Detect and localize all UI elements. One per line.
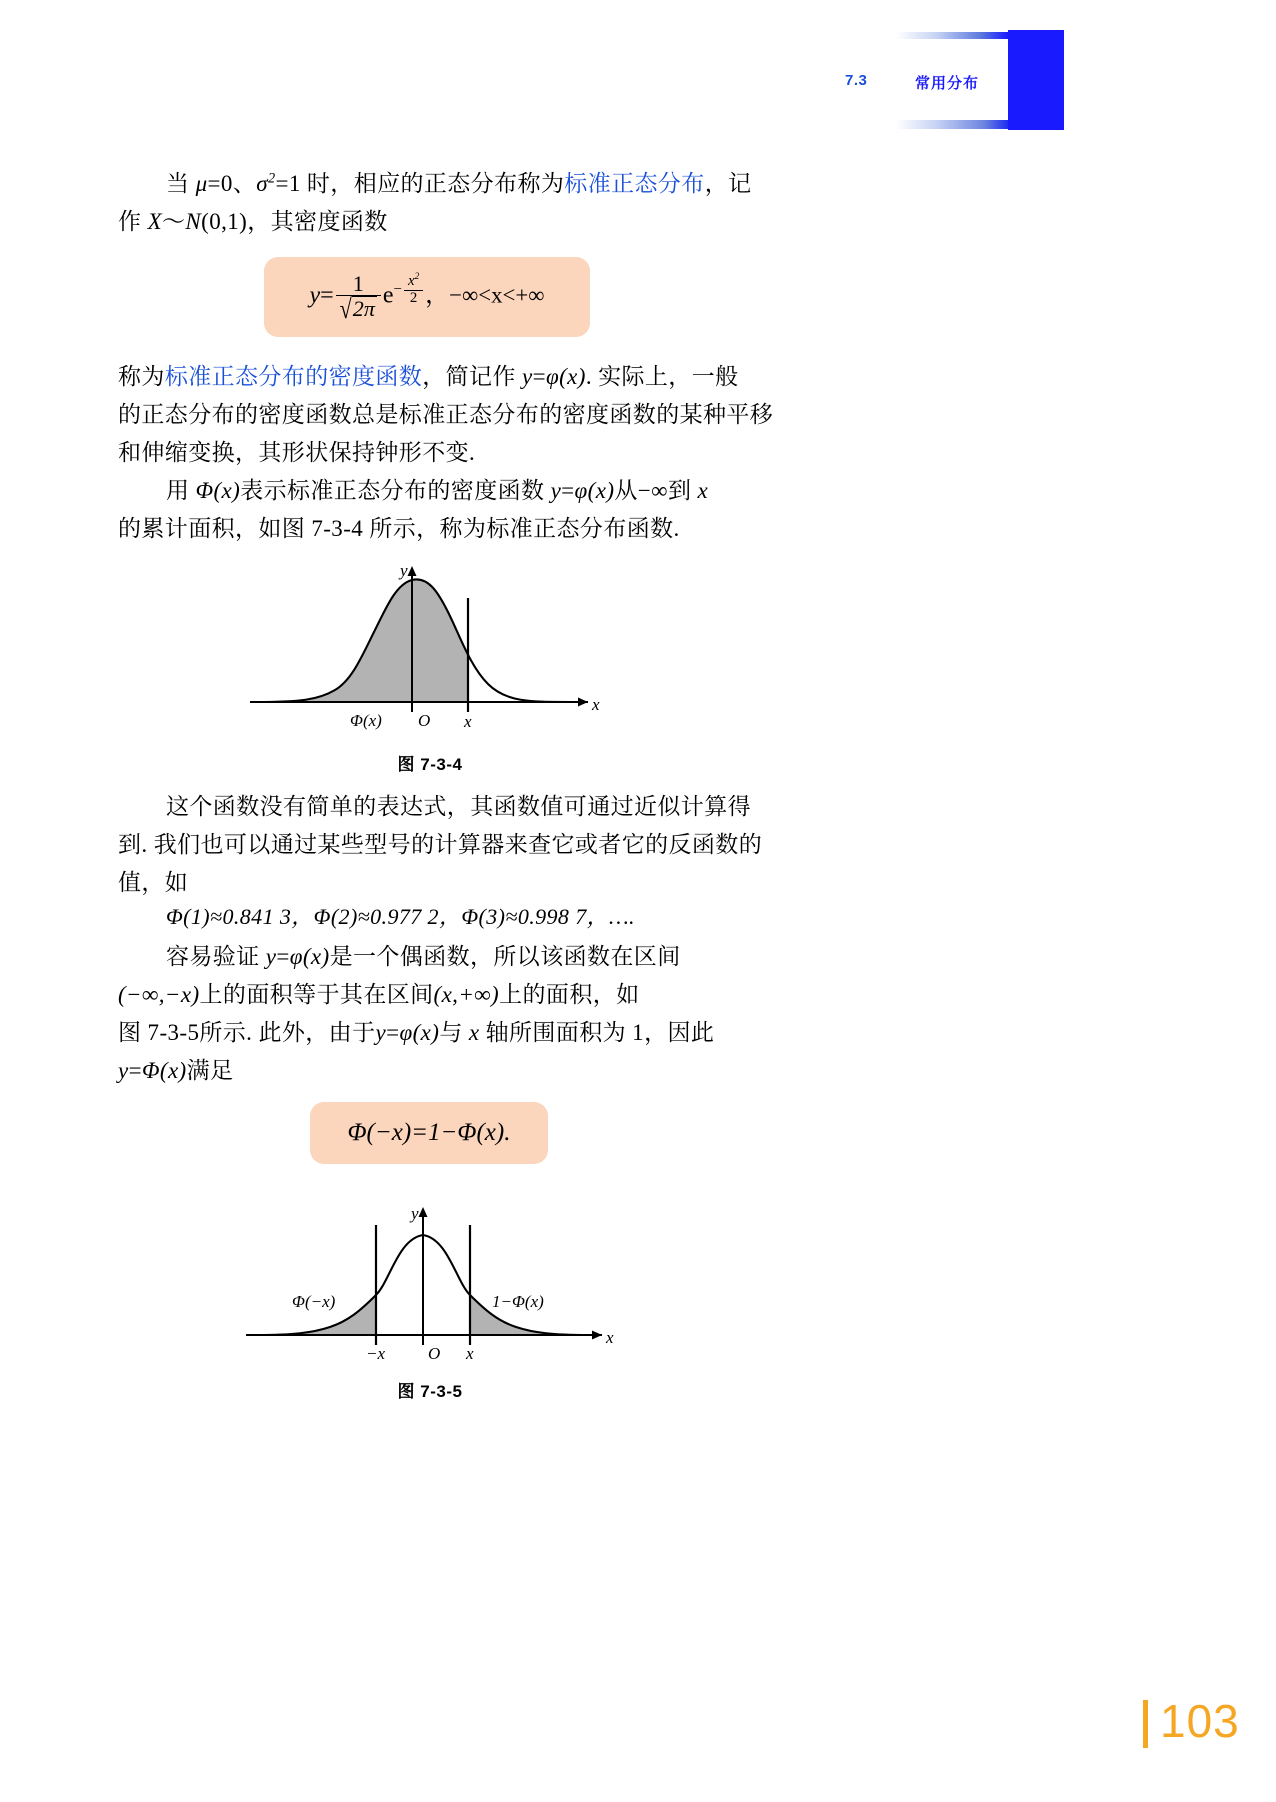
formula1-lhs: y: [309, 282, 321, 309]
p5-interval-left: (−∞,−x): [118, 982, 200, 1007]
formula1-exp-minus: −: [393, 281, 402, 298]
figure2-y-axis-label: y: [411, 1204, 419, 1223]
formula1-exp-den: 2: [409, 289, 418, 306]
formula-density-content: [309, 270, 545, 325]
paragraph-2-line-2: 的正态分布的密度函数总是标准正态分布的密度函数的某种平移: [118, 402, 774, 427]
paragraph-2-line-1: [118, 358, 758, 396]
p5-l3-b: 与: [439, 1020, 469, 1045]
p3-a: 用: [166, 478, 196, 503]
p5-l3-phi: φ(x): [399, 1020, 440, 1045]
figure-7-3-5-graph: [230, 1195, 630, 1365]
p2-phi-arg: (x): [559, 364, 586, 389]
p5-l2-d: 上的面积，如: [499, 982, 640, 1007]
p5-b: 是一个偶函数，所以该函数在区间: [329, 944, 681, 969]
p2-a: 称为: [118, 364, 165, 389]
paragraph-2: [118, 358, 774, 472]
p3-var-y: y: [550, 478, 562, 503]
p5-l4-b: 满足: [186, 1058, 234, 1083]
figure-7-3-4-caption: 图 7-3-4: [397, 755, 463, 774]
p5-l3-a: 图 7-3-5所示. 此外，由于: [118, 1020, 376, 1045]
formula1-fraction: [336, 270, 381, 325]
p5-l3-x: x: [468, 1020, 480, 1045]
figure1-area-label: Φ(x): [350, 711, 382, 730]
header-section-title: 常用分布: [915, 75, 980, 92]
p1-var-X: X: [147, 209, 163, 234]
figure2-right-area-label: 1−Φ(x): [492, 1292, 544, 1311]
p2-equals: =: [532, 364, 546, 389]
header-gradient-bar-top: [896, 32, 1008, 39]
formula1-denominator: [336, 292, 381, 325]
page-number: 103: [1160, 1695, 1240, 1747]
header-gradient-bar-bottom: [896, 120, 1008, 129]
p1-l2-b: ～: [162, 209, 186, 234]
shaded-cumulative-area: [260, 579, 468, 702]
p1-mu: μ: [195, 171, 208, 196]
p1-sigma: σ: [256, 171, 268, 196]
figure1-origin-label: O: [418, 711, 431, 730]
figure2-x-axis-label: x: [606, 1328, 614, 1347]
paragraph-1-line-2: [118, 203, 758, 241]
formula1-numerator: 1: [336, 272, 381, 296]
figure2-tick-label-minus-x: −x: [366, 1344, 386, 1363]
phi-values-line: Φ(1)≈0.841 3，Φ(2)≈0.977 2，Φ(3)≈0.998 7，….: [166, 904, 635, 929]
figure1-y-axis-label: y: [400, 561, 408, 580]
formula1-exp-num-sup: 2: [414, 271, 420, 281]
p2-b: ，简记作: [422, 364, 522, 389]
p1-text-c: =1 时，相应的正态分布称为: [275, 171, 565, 196]
figure1-x-axis-label: x: [592, 695, 600, 714]
running-header: [0, 0, 1276, 150]
p3-equals: =: [561, 478, 575, 503]
p1-text-b: =0、: [207, 171, 257, 196]
p2-c: . 实际上，一般: [585, 364, 739, 389]
p5-l3-c: 轴所围面积为 1，因此: [479, 1020, 715, 1045]
p5-a: 容易验证: [166, 944, 266, 969]
p5-l3-y: y: [375, 1020, 387, 1045]
figure-7-3-5: [230, 1195, 630, 1405]
paragraph-1: [118, 165, 758, 241]
formula1-comma: ，: [425, 282, 450, 309]
formula1-equals: =: [320, 282, 334, 309]
paragraph-4-line-1: 这个函数没有简单的表达式，其函数值可通过近似计算得: [166, 794, 751, 819]
p5-l4-Phi: Φ(x): [141, 1058, 187, 1083]
formula-callout-density: [264, 257, 590, 337]
phi-values-block: [118, 900, 758, 938]
formula1-exp-fraction: [404, 272, 423, 306]
p5-l2-b: 上的面积等于其在区间: [199, 982, 434, 1007]
figure2-left-area-label: Φ(−x): [292, 1292, 336, 1311]
p5-interval-right: (x,+∞): [433, 982, 500, 1007]
paragraph-4-line-3: 值，如: [118, 870, 189, 895]
formula1-radicand: 2π: [352, 296, 375, 321]
paragraph-5-line-1: [118, 938, 758, 976]
paragraph-4-line-2: 到. 我们也可以通过某些型号的计算器来查它或者它的反函数的: [118, 832, 763, 857]
x-axis-arrow: [592, 1331, 602, 1340]
p2-phi: φ: [545, 364, 560, 389]
paragraph-2-line-3: 和伸缩变换，其形状保持钟形不变.: [118, 440, 476, 465]
y-axis-arrow: [408, 566, 417, 576]
p1-text-a: 当: [166, 171, 196, 196]
figure-7-3-4-graph: [240, 560, 620, 740]
radical-icon: √: [339, 292, 352, 325]
x-axis-arrow: [578, 698, 588, 707]
p1-l2-c: (0,1)，其密度函数: [201, 209, 388, 234]
p1-dist-N: N: [185, 209, 202, 234]
formula-callout-symmetry: [310, 1102, 548, 1164]
figure1-cut-label: x: [464, 712, 472, 731]
figure-7-3-5-caption: 图 7-3-5: [397, 1382, 463, 1401]
figure2-tick-label-x: x: [466, 1344, 474, 1363]
p3-var-x: x: [697, 478, 709, 503]
formula-symmetry-content: Φ(−x)=1−Φ(x).: [347, 1119, 511, 1146]
p5-var-y: y: [265, 944, 277, 969]
page-number-rule: [1143, 1700, 1148, 1748]
paragraph-3-line-1: [118, 472, 758, 510]
keyword-standard-normal: 标准正态分布: [564, 171, 705, 196]
paragraph-3: [118, 472, 758, 548]
paragraph-5-line-4: [118, 1052, 758, 1090]
p1-sigma-exponent: 2: [267, 170, 276, 187]
p5-l4-y: y: [118, 1058, 129, 1083]
paragraph-3-line-2: 的累计面积，如图 7-3-4 所示，称为标准正态分布函数.: [118, 516, 680, 541]
formula1-exp-num: x: [407, 272, 415, 289]
p3-c: 从−∞到: [614, 478, 698, 503]
figure2-origin-label: O: [428, 1344, 441, 1363]
p5-l4-equals: =: [128, 1058, 142, 1083]
p2-var-y: y: [521, 364, 533, 389]
p5-l3-equals: =: [386, 1020, 400, 1045]
paragraph-5-line-2: [118, 976, 758, 1014]
p3-Phi: Φ(x): [195, 478, 241, 503]
p3-phi: φ(x): [574, 478, 615, 503]
p5-phi: φ(x): [289, 944, 330, 969]
header-section-number: 7.3: [845, 72, 868, 89]
formula1-e: e: [382, 282, 394, 309]
paragraph-5-line-3: [118, 1014, 758, 1052]
p5-equals: =: [276, 944, 290, 969]
formula1-range: −∞<x<+∞: [449, 282, 545, 308]
p3-b: 表示标准正态分布的密度函数: [240, 478, 551, 503]
formula1-exponent: [394, 273, 426, 307]
figure-7-3-4: [240, 560, 620, 774]
p1-l2-a: 作: [118, 209, 148, 234]
header-blue-square: [1008, 30, 1064, 130]
paragraph-1-line-1: [118, 165, 758, 203]
paragraph-4: [118, 788, 763, 902]
y-axis-arrow: [419, 1207, 428, 1217]
paragraph-5: [118, 938, 758, 1090]
keyword-density-function: 标准正态分布的密度函数: [164, 364, 423, 389]
p1-text-d: ，记: [704, 171, 752, 196]
